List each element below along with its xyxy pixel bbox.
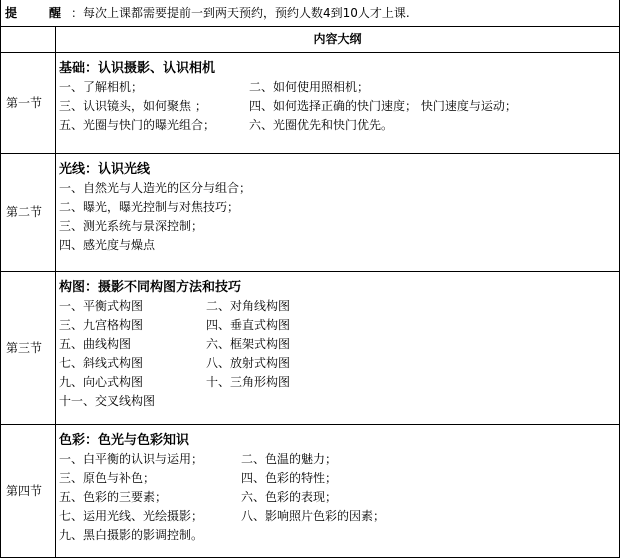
list-item: 八、放射式构图 [206,356,291,370]
list-item-row [59,450,619,469]
list-item: 一、平衡式构图 [59,299,144,313]
list-item: 三、认识镜头，如何聚焦 ； [59,99,207,113]
section-title: 色彩：色光与色彩知识 [59,433,190,448]
section-body [56,272,620,425]
section-row-1 [1,53,620,154]
list-item: 一、白平衡的认识与运用； [59,452,204,466]
list-item: 二、色温的魅力； [241,452,338,466]
section-label: 第二节 [1,154,56,272]
section-title: 光线：认识光线 [59,162,151,177]
list-item: 四、垂直式构图 [206,318,291,332]
list-item-row [59,78,619,97]
section-body [56,53,620,154]
list-item: 三、原色与补色； [59,471,156,485]
list-item: 十一、交叉线构图 [59,394,156,408]
section-label: 第四节 [1,425,56,558]
section-label: 第三节 [1,272,56,425]
list-item-row [59,373,619,392]
list-item: 六、光圈优先和快门优先。 [249,118,394,132]
list-item: 四、感光度与燥点 [59,238,156,252]
list-item: 七、运用光线、光绘摄影； [59,509,204,523]
list-item: 六、色彩的表现； [241,490,338,504]
list-item-row [59,354,619,373]
outline-heading: 内容大纲 [56,27,620,53]
list-item-row [59,116,619,135]
list-item: 四、色彩的特性； [241,471,338,485]
list-item: 一、自然光与人造光的区分与组合； [59,181,252,195]
list-item-row [59,316,619,335]
list-item-row [59,507,619,526]
list-item-row [59,217,619,236]
list-item-row [59,198,619,217]
section-row-3 [1,272,620,425]
header-blank-cell [1,27,56,53]
list-item: 六、框架式构图 [206,337,291,351]
list-item-row [59,97,619,116]
header-row [1,27,620,53]
section-label: 第一节 [1,53,56,154]
list-item-row [59,297,619,316]
reminder-cell [1,0,620,27]
list-item: 三、测光系统与景深控制； [59,219,204,233]
list-item-row [59,392,619,411]
reminder-label: 提 醒 [5,5,72,20]
list-item: 九、黑白摄影的影调控制。 [59,528,204,542]
section-row-2 [1,154,620,272]
list-item: 二、对角线构图 [206,299,291,313]
list-item: 二、如何使用照相机； [249,80,370,94]
list-item: 一、了解相机； [59,80,144,94]
list-item: 九、向心式构图 [59,375,144,389]
list-item-row [59,335,619,354]
list-item: 四、如何选择正确的快门速度； 快门速度与运动； [249,99,517,113]
section-body [56,154,620,272]
list-item-row [59,469,619,488]
section-body [56,425,620,558]
section-title: 基础：认识摄影、认识相机 [59,61,216,76]
list-item: 七、斜线式构图 [59,356,144,370]
list-item-row [59,179,619,198]
list-item-row [59,488,619,507]
list-item: 三、九宫格构图 [59,318,144,332]
list-item: 五、曲线构图 [59,337,132,351]
list-item: 二、曝光，曝光控制与对焦技巧； [59,200,240,214]
section-title: 构图：摄影不同构图方法和技巧 [59,280,242,295]
reminder-text: ：每次上课都需要提前一到两天预约，预约人数4到10人才上课. [71,5,410,20]
section-row-4 [1,425,620,558]
list-item-row [59,526,619,545]
list-item: 五、光圈与快门的曝光组合； [59,118,216,132]
list-item-row [59,236,619,255]
list-item: 五、色彩的三要素； [59,490,168,504]
list-item: 十、三角形构图 [206,375,291,389]
reminder-row [1,0,620,27]
list-item: 八、影响照片色彩的因素； [241,509,386,523]
